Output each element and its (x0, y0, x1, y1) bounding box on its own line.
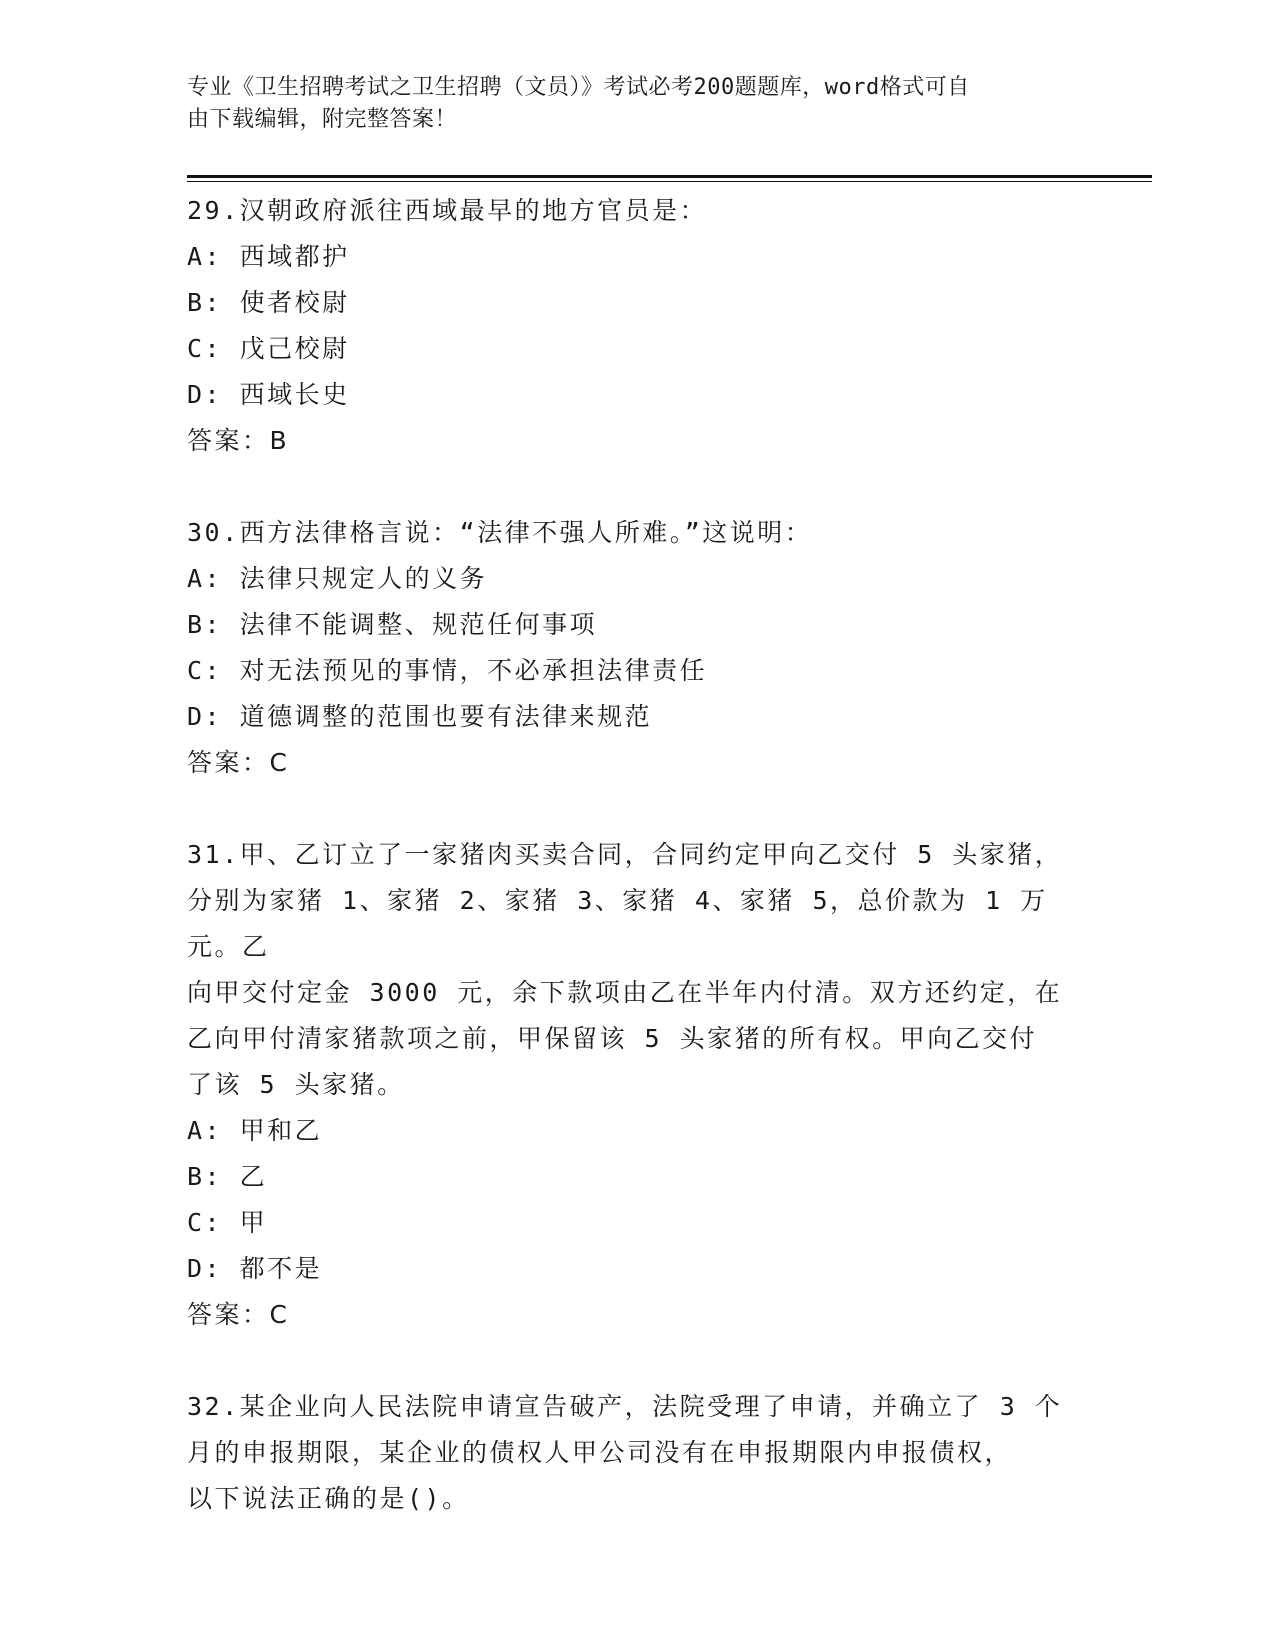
question-32 (187, 1384, 1087, 1522)
header-line-1: 专业《卫生招聘考试之卫生招聘（文员）》考试必考200题题库，word格式可自 (187, 75, 970, 100)
question-stem-line-1: 31.甲、乙订立了一家猪肉买卖合同，合同约定甲向乙交付 5 头家猪， (187, 840, 1063, 869)
document-header (187, 72, 1067, 136)
spacer (187, 786, 1087, 832)
option-b: B: 法律不能调整、规范任何事项 (187, 610, 598, 639)
question-31 (187, 832, 1087, 1338)
option-a: A: 西域都护 (187, 242, 350, 271)
question-30 (187, 510, 1087, 786)
option-b: B: 乙 (187, 1162, 268, 1191)
header-line-2: 由下载编辑，附完整答案！ (187, 107, 458, 132)
option-a: A: 法律只规定人的义务 (187, 564, 488, 593)
answer-line: 答案：C (187, 1300, 290, 1329)
header-rule-thin (187, 181, 1152, 182)
option-b: B: 使者校尉 (187, 288, 350, 317)
answer-line: 答案：C (187, 748, 290, 777)
question-stem-line-4: 乙向甲付清家猪款项之前，甲保留该 5 头家猪的所有权。甲向乙交付 (187, 1024, 1038, 1053)
question-stem-line-1: 32.某企业向人民法院申请宣告破产，法院受理了申请，并确立了 3 个 (187, 1392, 1063, 1421)
answer-line: 答案：B (187, 426, 290, 455)
option-a: A: 甲和乙 (187, 1116, 323, 1145)
question-stem-line-2: 分别为家猪 1、家猪 2、家猪 3、家猪 4、家猪 5，总价款为 1 万元。乙 (187, 886, 1048, 961)
spacer (187, 464, 1087, 510)
question-29 (187, 188, 1087, 464)
option-c: C: 对无法预见的事情，不必承担法律责任 (187, 656, 708, 685)
option-d: D: 道德调整的范围也要有法律来规范 (187, 702, 653, 731)
option-c: C: 戊己校尉 (187, 334, 350, 363)
question-list (187, 188, 1087, 1522)
option-d: D: 都不是 (187, 1254, 323, 1283)
header-rule-thick (187, 175, 1152, 178)
question-stem-line-5: 了该 5 头家猪。 (187, 1070, 405, 1099)
question-stem-line-3: 向甲交付定金 3000 元，余下款项由乙在半年内付清。双方还约定，在 (187, 978, 1063, 1007)
option-c: C: 甲 (187, 1208, 268, 1237)
question-stem-line-3: 以下说法正确的是()。 (187, 1484, 470, 1513)
spacer (187, 1338, 1087, 1384)
question-stem-line-2: 月的申报期限，某企业的债权人甲公司没有在申报期限内申报债权， (187, 1438, 1013, 1467)
question-stem: 30.西方法律格言说：“法律不强人所难。”这说明： (187, 518, 813, 547)
question-stem: 29.汉朝政府派往西域最早的地方官员是： (187, 196, 708, 225)
option-d: D: 西域长史 (187, 380, 350, 409)
